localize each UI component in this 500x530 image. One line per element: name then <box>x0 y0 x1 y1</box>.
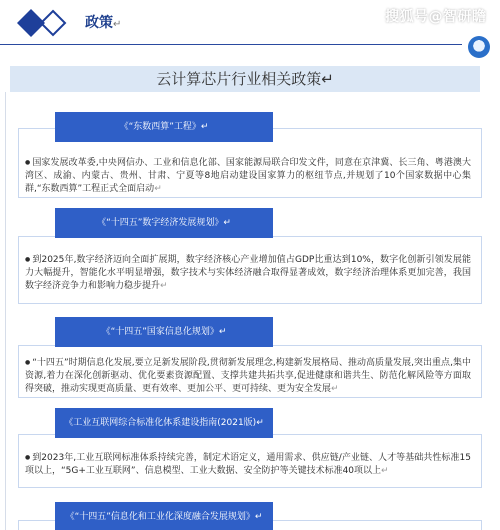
page-title: 云计算芯片行业相关政策↵ <box>10 66 480 92</box>
header <box>0 0 500 48</box>
policy-text: ● 到2023年,工业互联网标准体系持续完善，制定术语定义，通用需求、供应链/产业链、人才等基础共性标准15项以上，“5G+工业互联网”、信息模型、工业大数据、安全防护等关键技术标准40项以上↵ <box>25 453 471 476</box>
globe-logo-icon <box>468 36 490 58</box>
bullet-icon: ● <box>25 256 33 263</box>
bullet-icon: ● <box>25 159 33 166</box>
section-title: 政策↵ <box>85 15 122 31</box>
paragraph-mark: ↵ <box>154 184 162 194</box>
policy-label: 《工业互联网综合标准化体系建设指南(2021版)↵ <box>55 408 273 438</box>
diamond-logo-icon <box>16 8 86 38</box>
watermark: 搜狐号@智研瞻 <box>385 9 487 25</box>
margin-rule <box>5 92 6 530</box>
header-divider <box>0 44 462 45</box>
policy-card <box>18 236 482 304</box>
policy-text: ● 到2025年,数字经济迈向全面扩展期，数字经济核心产业增加值占GDP比重达到10%，数字化创新引领发展能力大幅提升，智能化水平明显增强，数字技术与实体经济融合取得显著成效，数字经济治理体系更加完善，我国数字经济竞争力和影响力稳步提升↵ <box>25 255 471 291</box>
policy-text: ● “十四五”时期信息化发展,要立足新发展阶段,贯彻新发展理念,构建新发展格局、推动高质量发展,突出重点,集中资源,着力在深化创新驱动、优化要素资源配置、支撑共建共拓共享,促进健康和谐共生、防范化解风险等方面取得突破，推动实现更高质量、更有效率、更加公平、更可持续、更为安全发展↵ <box>25 358 471 394</box>
policy-label: 《“十四五”数字经济发展规划》↵ <box>55 208 273 238</box>
policy-label: 《“十四五”信息化和工业化深度融合发展规划》↵ <box>55 502 273 530</box>
policy-text: ● 国家发展改革委,中央网信办、工业和信息化部、国家能源局联合印发文件，同意在京津冀、长三角、粤港澳大湾区、成渝、内蒙古、贵州、甘肃、宁夏等8地启动建设国家算力的枢纽节点,并规划了10个国家数据中心集群,“东数西算”工程正式全面启动↵ <box>25 158 471 194</box>
policy-label: 《“东数西算”工程》↵ <box>55 112 273 142</box>
policy-label: 《“十四五”国家信息化规划》↵ <box>55 317 273 347</box>
policy-card <box>18 434 482 488</box>
paragraph-mark: ↵ <box>381 466 389 476</box>
paragraph-mark: ↵ <box>331 384 339 394</box>
paragraph-mark: ↵ <box>160 281 168 291</box>
bullet-icon: ● <box>25 454 33 461</box>
bullet-icon: ● <box>25 359 33 366</box>
policy-card <box>18 345 482 398</box>
